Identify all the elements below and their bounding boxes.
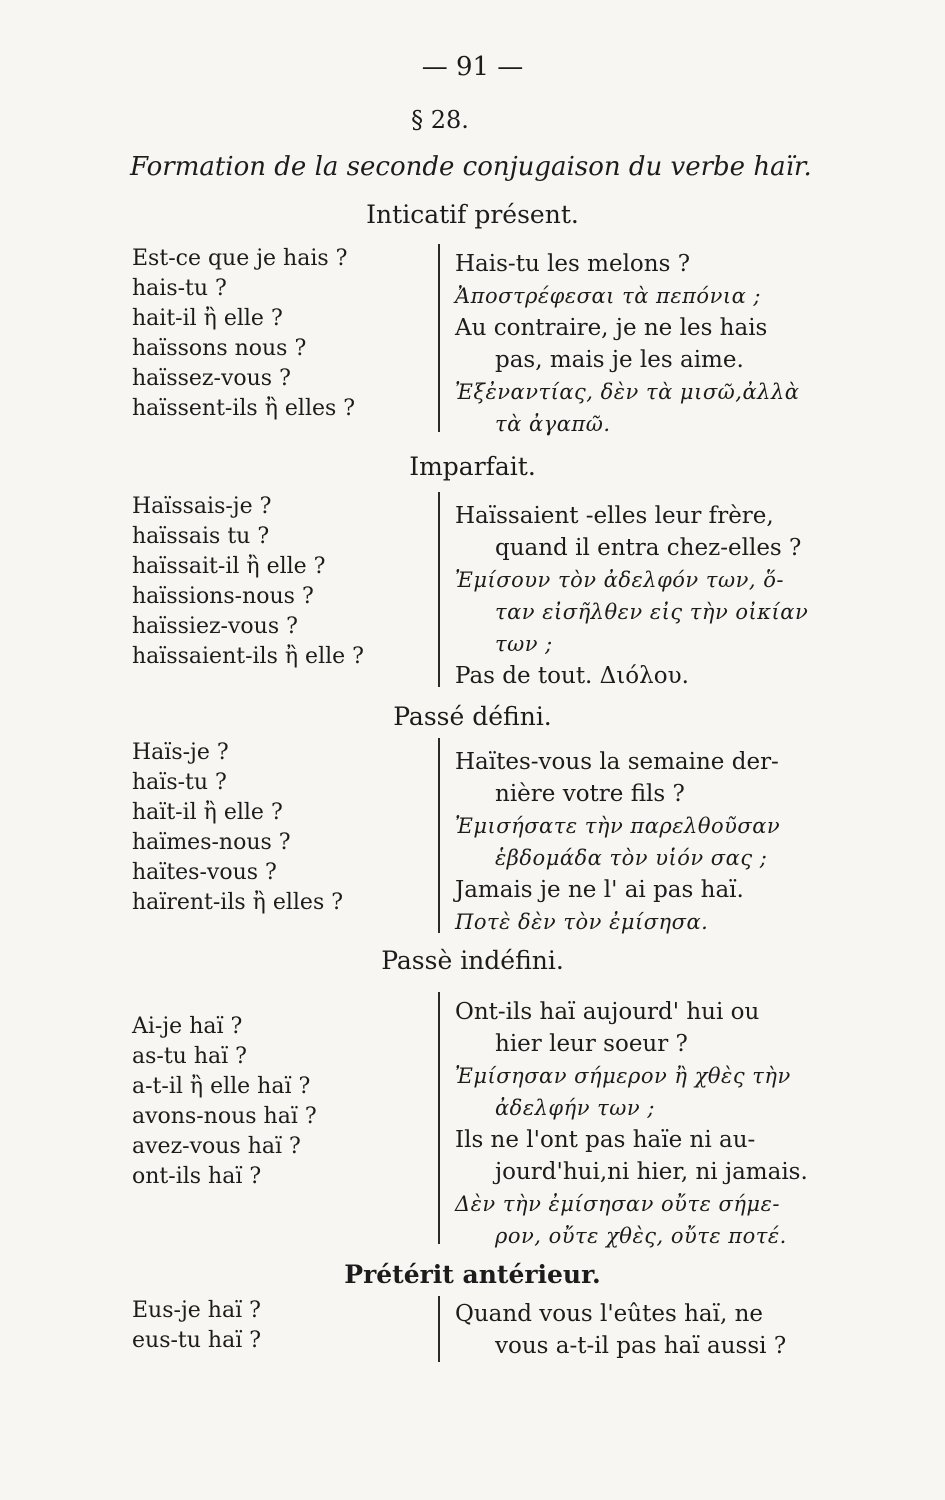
conjugation-line: Haïssais-je ? bbox=[132, 494, 272, 519]
conjugation-line: haïssiez-vous ? bbox=[132, 614, 298, 639]
example-line: jourd'hui,ni hier, ni jamais. bbox=[495, 1159, 808, 1185]
conjugation-line: hait-il ἢ elle ? bbox=[132, 306, 283, 331]
conjugation-line: Haïs-je ? bbox=[132, 740, 229, 765]
example-line: Δὲν τὴν ἐμίσησαν οὔτε σήμε- bbox=[455, 1192, 780, 1216]
conjugation-line: haïssent-ils ἢ elles ? bbox=[132, 396, 356, 421]
example-line: nière votre fils ? bbox=[495, 781, 685, 807]
example-line: Ont-ils haï aujourd' hui ou bbox=[455, 999, 760, 1025]
conjugation-list bbox=[132, 492, 364, 672]
conjugation-line: haïrent-ils ἢ elles ? bbox=[132, 890, 344, 915]
conjugation-list bbox=[132, 244, 355, 424]
example-line: Pas de tout. Διόλου. bbox=[455, 663, 689, 689]
conjugation-line: haïtes-vous ? bbox=[132, 860, 277, 885]
chapter-heading: Formation de la seconde conjugaison du verbe haïr. bbox=[130, 152, 812, 182]
example-line: Au contraire, je ne les hais bbox=[455, 315, 768, 341]
conjugation-line: avons-nous haï ? bbox=[132, 1104, 317, 1129]
example-text bbox=[455, 500, 809, 692]
conjugation-list bbox=[132, 738, 343, 918]
example-text bbox=[455, 996, 808, 1252]
example-line: Ποτὲ δὲν τὸν ἐμίσησα. bbox=[455, 910, 709, 934]
example-line: Ils ne l'ont pas haïe ni au- bbox=[455, 1127, 756, 1153]
example-line: vous a-t-il pas haï aussi ? bbox=[495, 1333, 787, 1359]
conjugation-line: haïssaient-ils ἢ elle ? bbox=[132, 644, 364, 669]
example-text bbox=[455, 248, 800, 440]
conjugation-line: haïssez-vous ? bbox=[132, 366, 291, 391]
example-line: Hais-tu les melons ? bbox=[455, 251, 691, 277]
tense-heading: Imparfait. bbox=[409, 452, 536, 481]
example-line: τὰ ἀγαπῶ. bbox=[495, 412, 611, 436]
example-text bbox=[455, 746, 785, 938]
example-line: Ἀποστρέφεσαι τὰ πεπόνια ; bbox=[455, 284, 761, 308]
example-line: Ἐξἐναντίας, δὲν τὰ μισῶ,ἀλλὰ bbox=[455, 380, 800, 404]
example-line: Ἐμίσουν τὸν ἀδελφόν των, ὅ- bbox=[455, 568, 784, 592]
example-line: ἑβδομάδα τὸν υἱόν σας ; bbox=[495, 846, 768, 870]
example-line: Ἐμισήσατε τὴν παρελθοῦσαν bbox=[455, 814, 781, 838]
conjugation-line: hais-tu ? bbox=[132, 276, 227, 301]
example-line: Haïssaient -elles leur frère, bbox=[455, 503, 774, 529]
column-divider bbox=[438, 492, 440, 687]
conjugation-line: Est-ce que je hais ? bbox=[132, 246, 348, 271]
example-text bbox=[455, 1298, 785, 1362]
tense-heading: Inticatif présent. bbox=[366, 200, 579, 229]
column-divider bbox=[438, 738, 440, 933]
example-line: pas, mais je les aime. bbox=[495, 347, 744, 373]
example-line: Ἐμίσησαν σήμερον ἢ χθὲς τὴν bbox=[455, 1064, 791, 1088]
example-line: Quand vous l'eûtes haï, ne bbox=[455, 1301, 763, 1327]
column-divider bbox=[438, 244, 440, 432]
conjugation-line: haïs-tu ? bbox=[132, 770, 227, 795]
tense-heading: Passé défini. bbox=[393, 702, 552, 731]
example-line: ταν εἰσῆλθεν εἰς τὴν οἰκίαν bbox=[495, 600, 809, 624]
conjugation-line: a-t-il ἢ elle haï ? bbox=[132, 1074, 311, 1099]
column-divider bbox=[438, 992, 440, 1244]
conjugation-line: haïssions-nous ? bbox=[132, 584, 314, 609]
example-line: ἀδελφήν των ; bbox=[495, 1096, 655, 1120]
conjugation-line: Ai-je haï ? bbox=[132, 1014, 243, 1039]
example-line: hier leur soeur ? bbox=[495, 1031, 688, 1057]
conjugation-line: haïssais tu ? bbox=[132, 524, 270, 549]
conjugation-line: as-tu haï ? bbox=[132, 1044, 247, 1069]
conjugation-line: eus-tu haï ? bbox=[132, 1328, 262, 1353]
example-line: των ; bbox=[495, 632, 553, 656]
example-line: ρον, οὔτε χθὲς, οὔτε ποτέ. bbox=[495, 1224, 787, 1248]
conjugation-line: haït-il ἢ elle ? bbox=[132, 800, 283, 825]
page-number: — 91 — bbox=[421, 52, 524, 82]
conjugation-line: haïssait-il ἢ elle ? bbox=[132, 554, 326, 579]
conjugation-list bbox=[132, 1296, 261, 1356]
column-divider bbox=[438, 1296, 440, 1362]
conjugation-line: haïmes-nous ? bbox=[132, 830, 291, 855]
example-line: Jamais je ne l' ai pas haï. bbox=[455, 877, 744, 903]
section-number: § 28. bbox=[411, 106, 469, 134]
example-line: quand il entra chez-elles ? bbox=[495, 535, 802, 561]
conjugation-line: ont-ils haï ? bbox=[132, 1164, 262, 1189]
conjugation-line: Eus-je haï ? bbox=[132, 1298, 261, 1323]
conjugation-line: avez-vous haï ? bbox=[132, 1134, 301, 1159]
conjugation-line: haïssons nous ? bbox=[132, 336, 307, 361]
example-line: Haïtes-vous la semaine der- bbox=[455, 749, 779, 775]
tense-heading: Passè indéfini. bbox=[381, 946, 564, 975]
tense-heading: Prétérit antérieur. bbox=[344, 1260, 601, 1289]
conjugation-list bbox=[132, 1012, 317, 1192]
